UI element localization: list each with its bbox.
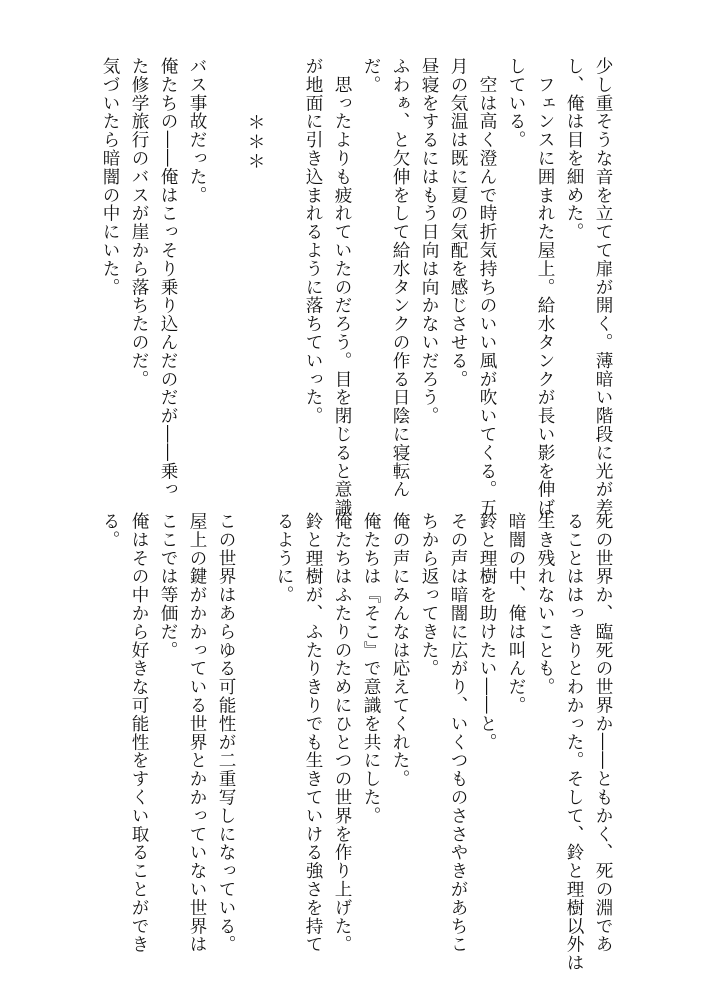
text-line: この世界はあらゆる可能性が二重写しになっている。 [216, 512, 236, 954]
text-line: している。 [506, 57, 526, 149]
text-line: 空は高く澄んで時折気持ちのいい風が吹いてくる。五 [477, 57, 497, 517]
text-line: 俺の声にみんなは応えてくれた。 [390, 512, 410, 788]
text-line: 昼寝をするにはもう日向は向かないだろう。 [419, 57, 439, 425]
text-line: 俺たちはふたりのためにひとつの世界を作り上げた。 [332, 512, 352, 954]
text-line: 月の気温は既に夏の気配を感じさせる。 [448, 57, 468, 389]
text-line: 思ったよりも疲れていたのだろう。目を閉じると意識 [332, 57, 352, 517]
text-line: 暗闇の中、俺は叫んだ。 [506, 512, 526, 715]
text-line: ちから返ってきた。 [419, 512, 439, 678]
blank-line [240, 512, 269, 932]
text-line: 生き残れないことも。 [535, 512, 555, 696]
text-line: る。 [100, 512, 120, 549]
text-line: 俺はその中から好きな可能性をすくい取ることができ [129, 512, 149, 954]
text-line: だ。 [361, 57, 381, 94]
text-line: た修学旅行のバスが崖から落ちたのだ。 [129, 57, 149, 389]
text-line: ることははっきりとわかった。そして、鈴と理樹以外は [564, 512, 584, 972]
blank-line [269, 57, 298, 477]
blank-line [211, 57, 240, 477]
text-line: 俺たちの――俺はこっそり乗り込んだのだが――乗っ [158, 57, 178, 499]
upper-text-block [95, 57, 617, 517]
scene-break: ＊＊＊ [245, 113, 265, 172]
text-line: ふわぁ、と欠伸をして給水タンクの作る日陰に寝転ん [390, 57, 410, 499]
text-line: 気づいたら暗闇の中にいた。 [100, 57, 120, 297]
lower-text-block [95, 512, 617, 972]
text-line: ここでは等価だ。 [158, 512, 178, 660]
text-line: るように。 [274, 512, 294, 604]
text-line: が地面に引き込まれるように落ちていった。 [303, 57, 323, 425]
text-line: 鈴と理樹を助けたい――と。 [477, 512, 497, 752]
text-line: 少し重そうな音を立てて扉が開く。薄暗い階段に光が差 [593, 57, 613, 517]
text-line: し、俺は目を細めた。 [564, 57, 584, 241]
text-line: 俺たちは『そこ』で意識を共にした。 [361, 512, 381, 825]
text-line: 鈴と理樹が、ふたりきりでも生きていける強さを持て [303, 512, 323, 954]
text-line: 死の世界か、臨死の世界か――ともかく、死の淵であ [593, 512, 613, 954]
text-line: フェンスに囲まれた屋上。給水タンクが長い影を伸ば [535, 57, 555, 517]
text-line: 屋上の鍵がかかっている世界とかかっていない世界は [187, 512, 207, 954]
text-line: バス事故だった。 [187, 57, 207, 205]
text-line: その声は暗闇に広がり、いくつものささやきがあちこ [448, 512, 468, 954]
